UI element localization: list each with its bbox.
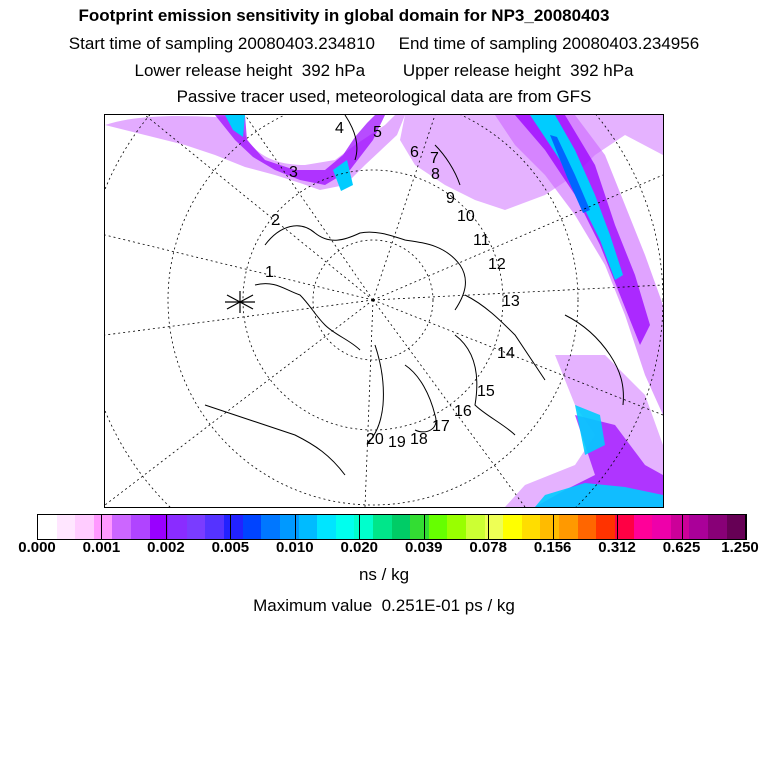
color-scale-tick	[488, 514, 489, 540]
day-label-11: 11	[473, 232, 490, 249]
color-scale-cell	[522, 515, 541, 539]
color-scale-tick-label: 0.020	[340, 539, 379, 556]
color-scale-cell	[596, 515, 615, 539]
color-scale-cell	[503, 515, 522, 539]
tracer-info-line: Passive tracer used, meteorological data are from GFS	[176, 87, 592, 106]
color-scale-cell	[168, 515, 187, 539]
color-scale-cell	[336, 515, 355, 539]
day-label-16: 16	[454, 403, 472, 420]
day-label-4: 4	[335, 120, 344, 137]
emission-plume-northwest	[105, 115, 405, 191]
color-scale-cell	[708, 515, 727, 539]
day-label-20: 20	[366, 431, 384, 448]
color-scale-tick-label: 0.005	[211, 539, 250, 556]
color-scale-tick-label: 0.002	[147, 539, 185, 556]
color-scale-cell	[373, 515, 392, 539]
emission-plume-southeast	[505, 355, 663, 507]
plot-title: Footprint emission sensitivity in global domain for NP3_20080403	[78, 6, 610, 25]
color-scale-cell	[689, 515, 708, 539]
color-scale-bar	[37, 514, 746, 540]
color-scale-cell	[317, 515, 336, 539]
color-scale-tick	[101, 514, 102, 540]
color-scale-tick-label: 1.250	[721, 539, 759, 556]
day-label-3: 3	[289, 164, 298, 181]
color-scale-cell	[94, 515, 113, 539]
color-scale-cell	[112, 515, 131, 539]
color-scale-tick	[295, 514, 296, 540]
color-scale-cell	[261, 515, 280, 539]
color-scale-tick	[230, 514, 231, 540]
color-scale-cell	[205, 515, 224, 539]
color-scale-cell	[354, 515, 373, 539]
day-label-1: 1	[265, 264, 274, 281]
color-scale-cell	[540, 515, 559, 539]
color-scale-cell	[38, 515, 57, 539]
color-scale-cell	[429, 515, 448, 539]
color-scale-cell	[57, 515, 76, 539]
day-label-5: 5	[373, 124, 382, 141]
day-label-18: 18	[410, 431, 428, 448]
color-scale-cell	[410, 515, 429, 539]
color-scale-tick-label: 0.312	[598, 539, 636, 556]
color-scale-tick-label: 0.000	[18, 539, 56, 556]
color-scale-tick-label: 0.010	[276, 539, 314, 556]
maximum-value-text: Maximum value 0.251E-01 ps / kg	[253, 596, 515, 615]
release-height-line: Lower release height 392 hPa Upper release height 392 hPa	[134, 61, 634, 80]
day-label-15: 15	[477, 383, 495, 400]
release-point-asterisk-icon	[225, 291, 255, 313]
color-scale-cell	[299, 515, 318, 539]
color-scale-tick-label: 0.001	[82, 539, 121, 556]
color-scale-tick	[166, 514, 167, 540]
color-scale-tick-label: 0.039	[404, 539, 443, 556]
polar-map-canvas	[105, 115, 663, 507]
day-label-10: 10	[457, 208, 475, 225]
color-scale-tick	[37, 514, 38, 540]
day-label-2: 2	[271, 212, 280, 229]
color-scale-cell	[652, 515, 671, 539]
color-scale-tick	[553, 514, 554, 540]
day-label-13: 13	[502, 293, 520, 310]
sampling-time-line: Start time of sampling 20080403.234810 End time of sampling 20080403.234956	[68, 34, 700, 53]
color-scale-cell	[392, 515, 411, 539]
color-scale-cell	[187, 515, 206, 539]
day-label-9: 9	[446, 190, 455, 207]
color-scale-cell	[243, 515, 262, 539]
color-scale-tick	[746, 514, 747, 540]
color-scale-cell	[671, 515, 690, 539]
color-scale-tick	[424, 514, 425, 540]
day-label-6: 6	[410, 144, 419, 161]
color-scale-tick-label: 0.078	[469, 539, 507, 556]
day-label-19: 19	[388, 434, 406, 451]
color-scale-cell	[447, 515, 466, 539]
day-label-14: 14	[497, 345, 515, 362]
color-scale-cell	[131, 515, 150, 539]
color-scale-cell	[466, 515, 485, 539]
day-label-17: 17	[432, 418, 450, 435]
color-scale-cell	[634, 515, 653, 539]
color-scale-tick-label: 0.156	[533, 539, 572, 556]
day-label-7: 7	[430, 150, 439, 167]
footprint-map	[104, 114, 664, 508]
color-scale-tick	[617, 514, 618, 540]
color-scale-tick-label: 0.625	[662, 539, 701, 556]
color-scale-cell	[727, 515, 746, 539]
day-label-12: 12	[488, 256, 506, 273]
day-label-8: 8	[431, 166, 440, 183]
color-scale-cell	[559, 515, 578, 539]
color-scale-cell	[224, 515, 243, 539]
color-scale-tick	[359, 514, 360, 540]
color-scale-cell	[578, 515, 597, 539]
color-scale-tick	[682, 514, 683, 540]
color-scale-unit: ns / kg	[358, 565, 410, 584]
color-scale-cell	[75, 515, 94, 539]
emission-plume-northeast	[400, 115, 663, 415]
